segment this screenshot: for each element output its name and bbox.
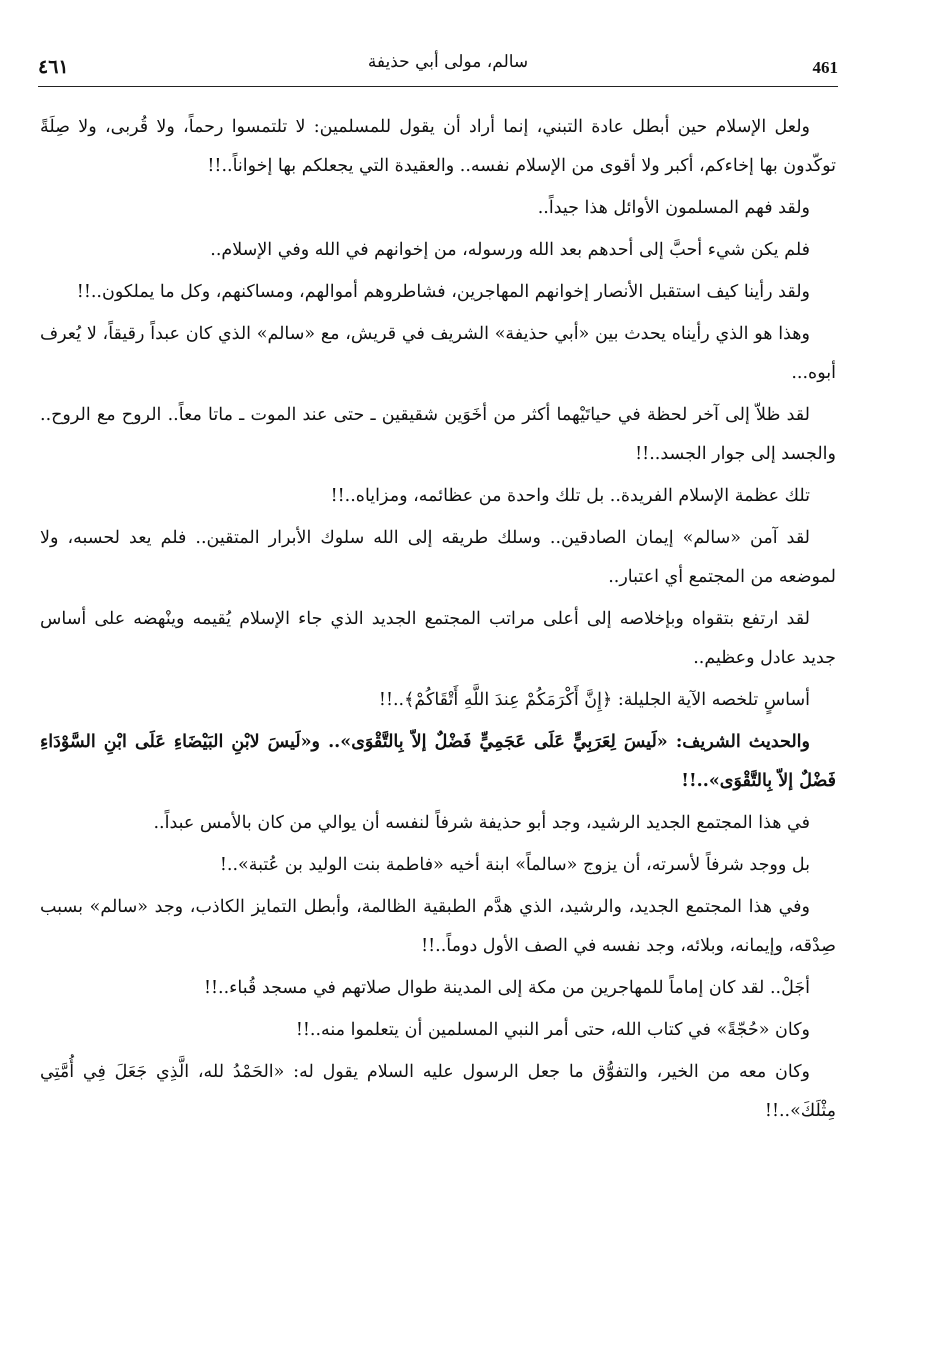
paragraph-4: ولقد رأينا كيف استقبل الأنصار إخوانهم المهاجرين، فشاطروهم أموالهم، ومساكنهم، وكل ما يملكون..!! xyxy=(76,282,810,302)
body-text xyxy=(40,108,836,1134)
paragraph-3: فلم يكن شيء أحبَّ إلى أحدهم بعد الله ورسوله، من إخوانهم في الله وفي الإسلام.. xyxy=(210,240,810,260)
paragraph-8: لقد آمن «سالم» إيمان الصادقين.. وسلك طريقه إلى الله سلوك الأبرار المتقين.. فلم يعد لحسبه، ولا لموضعه من المجتمع أي اعتبار.. xyxy=(40,528,836,587)
paragraph-5: وهذا هو الذي رأيناه يحدث بين «أبي حذيفة» الشريف في قريش، مع «سالم» الذي كان عبداً رقيقاً، لا يُعرف أبوه... xyxy=(40,324,836,383)
header-rule xyxy=(38,86,838,87)
paragraph-1: ولعل الإسلام حين أبطل عادة التبني، إنما أراد أن يقول للمسلمين: لا تلتمسوا رحماً، ولا قُربى، ولا صِلَةً توكّدون بها إخاءكم، أكبر ولا أقوى من الإسلام نفسه.. والعقيدة التي يجعلكم بها إخواناً..!! xyxy=(40,117,836,176)
page-number-latin: 461 xyxy=(812,58,838,77)
page-number-arabic: ٤٦١ xyxy=(38,56,69,78)
paragraph-15: أجَلْ.. لقد كان إماماً للمهاجرين من مكة إلى المدينة طوال صلاتهم في مسجد قُباء..!! xyxy=(203,978,810,998)
paragraph-12: في هذا المجتمع الجديد الرشيد، وجد أبو حذيفة شرفاً لنفسه أن يوالي من كان بالأمس عبداً.. xyxy=(153,813,810,833)
paragraph-17: وكان معه من الخير، والتفوُّق ما جعل الرسول عليه السلام يقول له: «الحَمْدُ لله، الَّذِي جَعَلَ فِي أُمَّتِي مِثْلَكَ»..!! xyxy=(40,1062,836,1121)
paragraph-9: لقد ارتفع بتقواه وبإخلاصه إلى أعلى مراتب المجتمع الجديد الذي جاء الإسلام يُقيمه وينْهضه على أساس جديد عادل وعظيم.. xyxy=(40,609,836,668)
running-title: سالم، مولى أبي حذيفة xyxy=(367,52,529,72)
quran-verse-paragraph: أساسٍ تلخصه الآية الجليلة: ﴿إِنَّ أَكْرَمَكُمْ عِندَ اللَّهِ أَتْقَاكُمْ﴾..!! xyxy=(378,690,810,710)
paragraph-2: ولقد فهم المسلمون الأوائل هذا جيداً.. xyxy=(537,198,810,218)
paragraph-14: وفي هذا المجتمع الجديد، والرشيد، الذي هدَّم الطبقية الظالمة، وأبطل التمايز الكاذب، وجد «سالم» بسبب صِدْقه، وإيمانه، وبلائه، وجد نفسه في الصف الأول دوماً..!! xyxy=(40,897,836,956)
hadith-paragraph: والحديث الشريف: «لَيسَ لِعَرَبِيٍّ عَلَى عَجَمِيٍّ فَضْلٌ إلاّ بِالتَّقْوَى».. و«لَيسَ لابْنِ البَيْضَاءِ عَلَى ابْنِ السَّوْدَاءِ فَضْلٌ إلاّ بِالتَّقْوَى»..!! xyxy=(40,732,836,791)
paragraph-7: تلك عظمة الإسلام الفريدة.. بل تلك واحدة من عظائمه، ومزاياه..!! xyxy=(330,486,810,506)
page-header xyxy=(38,48,838,84)
paragraph-13: بل ووجد شرفاً لأسرته، أن يزوج «سالماً» ابنة أخيه «فاطمة بنت الوليد بن عُتبة»..! xyxy=(219,855,810,875)
paragraph-16: وكان «حُجّةً» في كتاب الله، حتى أمر النبي المسلمين أن يتعلموا منه..!! xyxy=(295,1020,810,1040)
paragraph-6: لقد ظلاّ إلى آخر لحظة في حياتَيْهما أكثر من أخَوَين شقيقين ـ حتى عند الموت ـ ماتا معاً.. الروح مع الروح.. والجسد إلى جوار الجسد..!! xyxy=(40,405,836,464)
